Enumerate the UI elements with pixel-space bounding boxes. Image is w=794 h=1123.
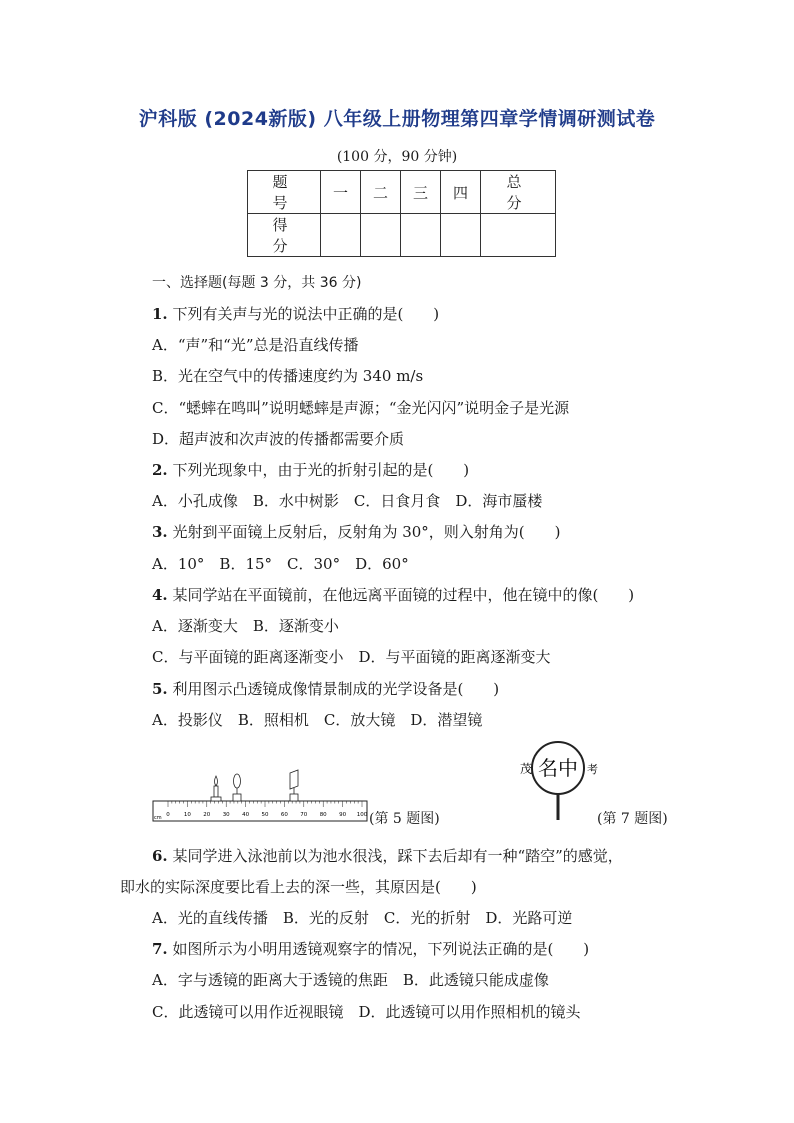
ruler-unit: cm xyxy=(154,815,162,821)
score-header-col: 二 xyxy=(361,171,401,214)
option-line: A．小孔成像 B．水中树影 C．日食月食 D．海市蜃楼 xyxy=(152,492,543,510)
page-title: 沪科版 (2024新版) 八年级上册物理第四章学情调研测试卷 xyxy=(138,108,656,130)
score-header-col: 一 xyxy=(321,171,361,214)
question-2 xyxy=(152,459,469,480)
small-char-left: 茂 xyxy=(520,762,533,776)
question-text: 某同学进入泳池前以为池水很浅，踩下去后却有一种“踏空”的感觉， xyxy=(172,847,623,865)
figure-7-caption: (第 7 题图) xyxy=(597,811,668,827)
question-text: 如图所示为小明用透镜观察字的情况，下列说法正确的是( ) xyxy=(172,940,590,958)
ruler-tick-label: 90 xyxy=(339,812,347,818)
candle-holder xyxy=(211,797,221,801)
ruler-tick-label: 70 xyxy=(300,812,308,818)
question-number: 3. xyxy=(152,523,168,541)
ruler-tick-label: 60 xyxy=(280,812,288,818)
question-number: 5. xyxy=(152,680,168,698)
ruler-tick-label: 10 xyxy=(183,812,191,818)
screen-panel xyxy=(290,770,298,789)
score-header-total: 总 分 xyxy=(481,171,556,214)
question-3 xyxy=(152,521,561,542)
score-table xyxy=(247,170,556,257)
lens-glass xyxy=(234,774,241,788)
question-text: 光射到平面镜上反射后，反射角为 30°，则入射角为( ) xyxy=(172,523,561,541)
score-cell-total[interactable] xyxy=(481,214,556,257)
question-text: 利用图示凸透镜成像情景制成的光学设备是( ) xyxy=(172,680,500,698)
ruler-tick-label: 40 xyxy=(242,812,250,818)
bench-ruler xyxy=(153,801,367,821)
score-row-label: 得 分 xyxy=(248,214,321,257)
ruler-tick-label: 80 xyxy=(319,812,327,818)
score-header-col: 四 xyxy=(441,171,481,214)
light-screen xyxy=(290,770,298,801)
exam-info: (100 分，90 分钟) xyxy=(336,149,458,165)
ruler-tick-label: 20 xyxy=(203,812,211,818)
question-text: 下列光现象中，由于光的折射引起的是( ) xyxy=(172,461,470,479)
magnifier-figure xyxy=(514,740,608,822)
lens-base xyxy=(233,794,241,801)
option-line: A．10° B．15° C．30° D．60° xyxy=(152,555,409,573)
small-char-right: 考 xyxy=(587,763,598,776)
optical-bench-figure xyxy=(150,768,372,826)
option-line: C．“蟋蟀在鸣叫”说明蟋蟀是声源；“金光闪闪”说明金子是光源 xyxy=(152,399,570,417)
option-line: A．逐渐变大 B．逐渐变小 xyxy=(152,617,339,635)
score-header-col: 三 xyxy=(401,171,441,214)
option-line: D．超声波和次声波的传播都需要介质 xyxy=(152,430,405,448)
section-heading: 一、选择题(每题 3 分，共 36 分) xyxy=(152,275,362,291)
ruler-tick-label: 30 xyxy=(222,812,230,818)
question-text: 某同学站在平面镜前，在他远离平面镜的过程中，他在镜中的像( ) xyxy=(172,586,635,604)
option-line: C．与平面镜的距离逐渐变小 D．与平面镜的距离逐渐变大 xyxy=(152,648,551,666)
question-4 xyxy=(152,584,634,605)
option-line: A．投影仪 B．照相机 C．放大镜 D．潜望镜 xyxy=(152,711,483,729)
score-header-label: 题 号 xyxy=(248,171,321,214)
question-number: 1. xyxy=(152,305,168,323)
question-number: 4. xyxy=(152,586,168,604)
figure-5-caption: (第 5 题图) xyxy=(369,811,440,827)
question-6 xyxy=(152,845,623,866)
magnified-text: 名中 xyxy=(538,756,578,780)
option-line: A．字与透镜的距离大于透镜的焦距 B．此透镜只能成虚像 xyxy=(152,971,549,989)
score-cell[interactable] xyxy=(441,214,481,257)
score-table-score-row xyxy=(248,214,556,257)
question-text: 下列有关声与光的说法中正确的是( ) xyxy=(172,305,440,323)
candle-flame xyxy=(215,776,218,786)
option-line: B．光在空气中的传播速度约为 340 m/s xyxy=(152,367,424,385)
ruler-tick-label: 0 xyxy=(166,812,170,818)
question-number: 7. xyxy=(152,940,168,958)
question-5 xyxy=(152,678,499,699)
convex-lens xyxy=(233,774,241,801)
option-line: A．光的直线传播 B．光的反射 C．光的折射 D．光路可逆 xyxy=(152,909,573,927)
score-cell[interactable] xyxy=(401,214,441,257)
option-line: A．“声”和“光”总是沿直线传播 xyxy=(152,336,359,354)
score-cell[interactable] xyxy=(361,214,401,257)
question-text-continuation: 即水的实际深度要比看上去的深一些，其原因是( ) xyxy=(120,878,477,896)
ruler-tick-label: 50 xyxy=(261,812,269,818)
ruler-tick-label: 100 xyxy=(356,812,368,818)
question-number: 2. xyxy=(152,461,168,479)
candle-body xyxy=(214,786,218,797)
score-table-header-row xyxy=(248,171,556,214)
score-cell[interactable] xyxy=(321,214,361,257)
question-number: 6. xyxy=(152,847,168,865)
question-7 xyxy=(152,938,589,959)
screen-base xyxy=(290,794,298,801)
question-1 xyxy=(152,303,439,324)
option-line: C．此透镜可以用作近视眼镜 D．此透镜可以用作照相机的镜头 xyxy=(152,1003,581,1021)
candle xyxy=(211,776,221,801)
